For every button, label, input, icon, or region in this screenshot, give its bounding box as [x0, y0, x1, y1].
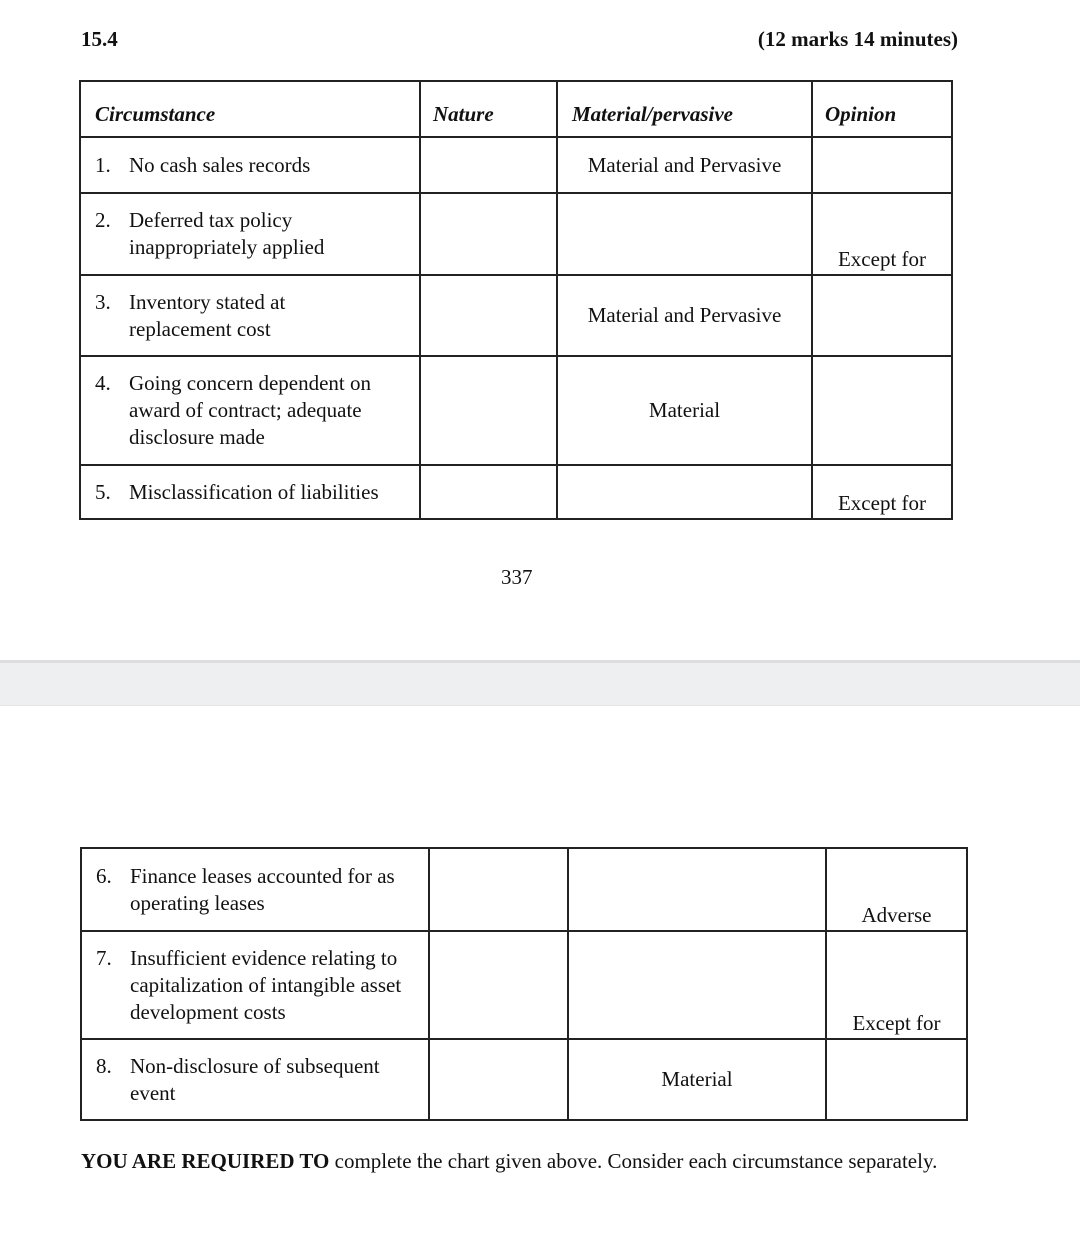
circumstance-cell — [80, 275, 420, 356]
row-number: 1. — [95, 152, 111, 177]
table-row — [80, 137, 952, 193]
instruction-bold: YOU ARE REQUIRED TO — [81, 1149, 330, 1173]
circumstance-text: Finance leases accounted for as operating leases — [130, 863, 395, 915]
nature-cell — [420, 137, 557, 193]
nature-cell — [429, 931, 568, 1039]
instruction-text — [81, 1147, 971, 1175]
header-circumstance: Circumstance — [80, 81, 420, 137]
table-row — [80, 193, 952, 275]
audit-opinion-table-part-2 — [80, 847, 968, 1121]
circumstance-cell — [80, 356, 420, 465]
opinion-cell — [812, 137, 952, 193]
circumstance-text: Non-disclosure of subsequent event — [130, 1053, 380, 1105]
material-cell: Material — [557, 356, 812, 465]
question-marks: (12 marks 14 minutes) — [757, 27, 958, 51]
row-number: 4. — [95, 371, 111, 395]
circumstance-cell — [80, 137, 420, 193]
nature-cell — [420, 465, 557, 519]
opinion-cell: Except for — [812, 465, 952, 519]
header-nature: Nature — [420, 81, 557, 137]
circumstance-text: No cash sales records — [129, 152, 311, 177]
table-row — [80, 275, 952, 356]
material-cell — [557, 465, 812, 519]
table-row — [80, 356, 952, 465]
circumstance-cell — [81, 848, 429, 931]
audit-opinion-table-part-1 — [79, 80, 953, 520]
row-number: 5. — [95, 479, 111, 504]
opinion-cell — [812, 356, 952, 465]
table-row — [81, 848, 967, 931]
opinion-cell: Except for — [826, 931, 967, 1039]
circumstance-cell — [80, 465, 420, 519]
nature-cell — [429, 1039, 568, 1120]
material-cell — [568, 931, 826, 1039]
nature-cell — [429, 848, 568, 931]
opinion-cell — [826, 1039, 967, 1120]
table-row — [81, 931, 967, 1039]
circumstance-cell — [81, 1039, 429, 1120]
page-number: 337 — [501, 565, 533, 589]
circumstance-text: Misclassification of liabilities — [129, 479, 379, 504]
circumstance-cell — [80, 193, 420, 275]
row-number: 2. — [95, 208, 111, 232]
instruction-rest: complete the chart given above. Consider each circumstance separately. — [329, 1149, 938, 1173]
circumstance-text: Going concern dependent on award of contract; adequate disclosure made — [129, 371, 372, 449]
row-number: 6. — [96, 863, 112, 888]
header-material-pervasive: Material/pervasive — [557, 81, 812, 137]
opinion-cell — [812, 275, 952, 356]
opinion-cell: Except for — [812, 193, 952, 275]
circumstance-text: Deferred tax policy inappropriately applied — [129, 208, 325, 259]
row-number: 3. — [95, 289, 111, 314]
opinion-cell: Adverse — [826, 848, 967, 931]
material-cell: Material and Pervasive — [557, 137, 812, 193]
nature-cell — [420, 193, 557, 275]
material-cell: Material and Pervasive — [557, 275, 812, 356]
nature-cell — [420, 356, 557, 465]
nature-cell — [420, 275, 557, 356]
material-cell — [557, 193, 812, 275]
row-number: 7. — [96, 945, 112, 970]
table-header-row — [80, 81, 952, 137]
page-separator — [0, 660, 1080, 706]
circumstance-cell — [81, 931, 429, 1039]
header-opinion: Opinion — [812, 81, 952, 137]
material-cell — [568, 848, 826, 931]
circumstance-text: Insufficient evidence relating to capitalization of intangible asset development costs — [130, 945, 402, 1024]
question-number: 15.4 — [81, 27, 118, 51]
row-number: 8. — [96, 1053, 112, 1078]
circumstance-text: Inventory stated at replacement cost — [129, 289, 286, 341]
table-row — [80, 465, 952, 519]
material-cell: Material — [568, 1039, 826, 1120]
table-row — [81, 1039, 967, 1120]
